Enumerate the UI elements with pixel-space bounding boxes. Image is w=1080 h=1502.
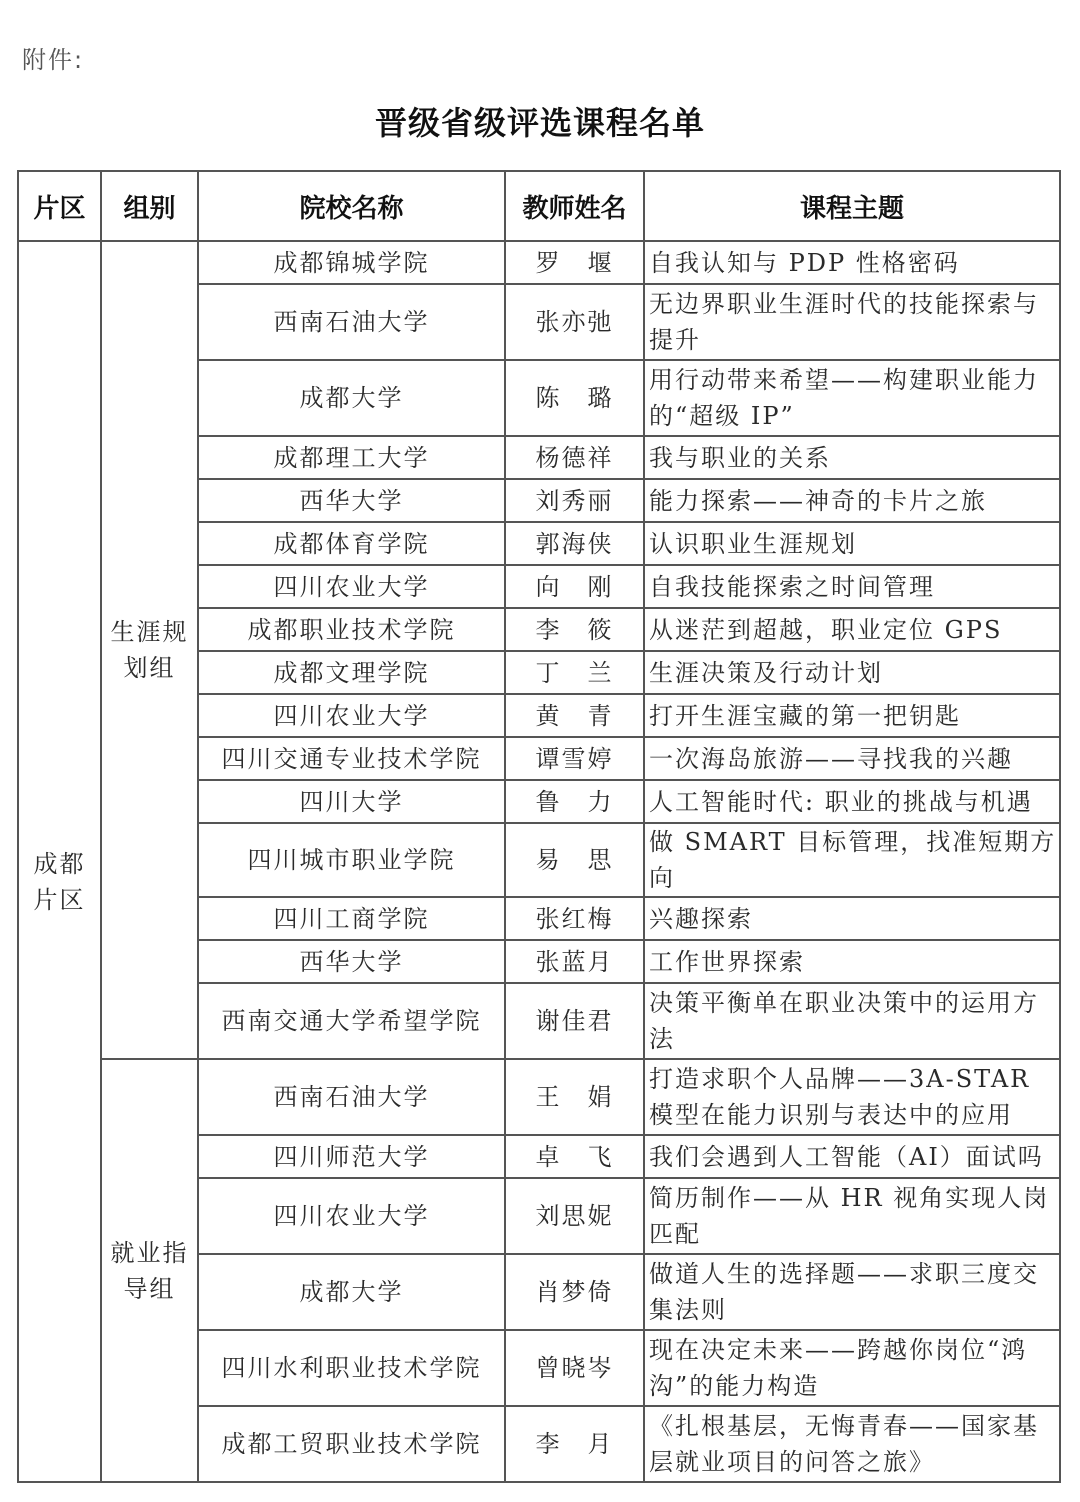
school-cell: 西华大学 — [198, 479, 505, 522]
teacher-cell: 谭雪婷 — [505, 737, 644, 780]
teacher-cell: 卓 飞 — [505, 1135, 644, 1178]
teacher-cell: 刘秀丽 — [505, 479, 644, 522]
school-cell: 四川农业大学 — [198, 565, 505, 608]
school-cell: 西南交通大学希望学院 — [198, 983, 505, 1059]
topic-cell: 人工智能时代: 职业的挑战与机遇 — [644, 780, 1060, 823]
attachment-label: 附件: — [22, 46, 85, 74]
topic-cell: 自我认知与 PDP 性格密码 — [644, 241, 1060, 284]
header-school: 院校名称 — [198, 171, 505, 241]
topic-cell: 《扎根基层，无悔青春——国家基层就业项目的问答之旅》 — [644, 1406, 1060, 1482]
topic-cell: 生涯决策及行动计划 — [644, 651, 1060, 694]
teacher-cell: 丁 兰 — [505, 651, 644, 694]
school-cell: 四川城市职业学院 — [198, 823, 505, 897]
school-cell: 成都大学 — [198, 1254, 505, 1330]
group-cell-employment-guidance: 就业指导组 — [101, 1059, 198, 1482]
school-cell: 西华大学 — [198, 940, 505, 983]
teacher-cell: 鲁 力 — [505, 780, 644, 823]
teacher-cell: 李 筱 — [505, 608, 644, 651]
school-cell: 四川水利职业技术学院 — [198, 1330, 505, 1406]
teacher-cell: 肖梦倚 — [505, 1254, 644, 1330]
topic-cell: 一次海岛旅游——寻找我的兴趣 — [644, 737, 1060, 780]
school-cell: 成都工贸职业技术学院 — [198, 1406, 505, 1482]
header-topic: 课程主题 — [644, 171, 1060, 241]
teacher-cell: 张红梅 — [505, 897, 644, 940]
teacher-cell: 张亦弛 — [505, 284, 644, 360]
topic-cell: 自我技能探索之时间管理 — [644, 565, 1060, 608]
table-row — [18, 241, 1060, 284]
teacher-cell: 谢佳君 — [505, 983, 644, 1059]
teacher-cell: 李 月 — [505, 1406, 644, 1482]
school-cell: 西南石油大学 — [198, 1059, 505, 1135]
school-cell: 成都锦城学院 — [198, 241, 505, 284]
teacher-cell: 黄 青 — [505, 694, 644, 737]
table-header-row — [18, 171, 1060, 241]
teacher-cell: 易 思 — [505, 823, 644, 897]
teacher-cell: 陈 璐 — [505, 360, 644, 436]
topic-cell: 做道人生的选择题——求职三度交集法则 — [644, 1254, 1060, 1330]
topic-cell: 兴趣探索 — [644, 897, 1060, 940]
header-region: 片区 — [18, 171, 101, 241]
topic-cell: 决策平衡单在职业决策中的运用方法 — [644, 983, 1060, 1059]
topic-cell: 能力探索——神奇的卡片之旅 — [644, 479, 1060, 522]
topic-cell: 认识职业生涯规划 — [644, 522, 1060, 565]
group-cell-career-planning: 生涯规划组 — [101, 241, 198, 1059]
teacher-cell: 王 娟 — [505, 1059, 644, 1135]
school-cell: 四川农业大学 — [198, 1178, 505, 1254]
header-group: 组别 — [101, 171, 198, 241]
topic-cell: 打造求职个人品牌——3A-STAR 模型在能力识别与表达中的应用 — [644, 1059, 1060, 1135]
topic-cell: 打开生涯宝藏的第一把钥匙 — [644, 694, 1060, 737]
course-list-table — [17, 170, 1061, 1483]
school-cell: 西南石油大学 — [198, 284, 505, 360]
school-cell: 四川交通专业技术学院 — [198, 737, 505, 780]
teacher-cell: 张蓝月 — [505, 940, 644, 983]
school-cell: 成都体育学院 — [198, 522, 505, 565]
school-cell: 成都理工大学 — [198, 436, 505, 479]
school-cell: 四川工商学院 — [198, 897, 505, 940]
topic-cell: 简历制作——从 HR 视角实现人岗匹配 — [644, 1178, 1060, 1254]
teacher-cell: 罗 堰 — [505, 241, 644, 284]
teacher-cell: 郭海侠 — [505, 522, 644, 565]
school-cell: 成都职业技术学院 — [198, 608, 505, 651]
school-cell: 四川大学 — [198, 780, 505, 823]
topic-cell: 现在决定未来——跨越你岗位“鸿沟”的能力构造 — [644, 1330, 1060, 1406]
teacher-cell: 刘思妮 — [505, 1178, 644, 1254]
topic-cell: 做 SMART 目标管理，找准短期方向 — [644, 823, 1060, 897]
header-teacher: 教师姓名 — [505, 171, 644, 241]
topic-cell: 无边界职业生涯时代的技能探索与提升 — [644, 284, 1060, 360]
region-cell: 成都片区 — [18, 241, 101, 1482]
school-cell: 成都文理学院 — [198, 651, 505, 694]
table-row — [18, 1059, 1060, 1135]
school-cell: 成都大学 — [198, 360, 505, 436]
page-title: 晋级省级评选课程名单 — [374, 104, 705, 142]
school-cell: 四川农业大学 — [198, 694, 505, 737]
teacher-cell: 曾晓岑 — [505, 1330, 644, 1406]
topic-cell: 用行动带来希望——构建职业能力的“超级 IP” — [644, 360, 1060, 436]
school-cell: 四川师范大学 — [198, 1135, 505, 1178]
topic-cell: 工作世界探索 — [644, 940, 1060, 983]
teacher-cell: 杨德祥 — [505, 436, 644, 479]
topic-cell: 从迷茫到超越，职业定位 GPS — [644, 608, 1060, 651]
topic-cell: 我们会遇到人工智能（AI）面试吗 — [644, 1135, 1060, 1178]
teacher-cell: 向 刚 — [505, 565, 644, 608]
topic-cell: 我与职业的关系 — [644, 436, 1060, 479]
